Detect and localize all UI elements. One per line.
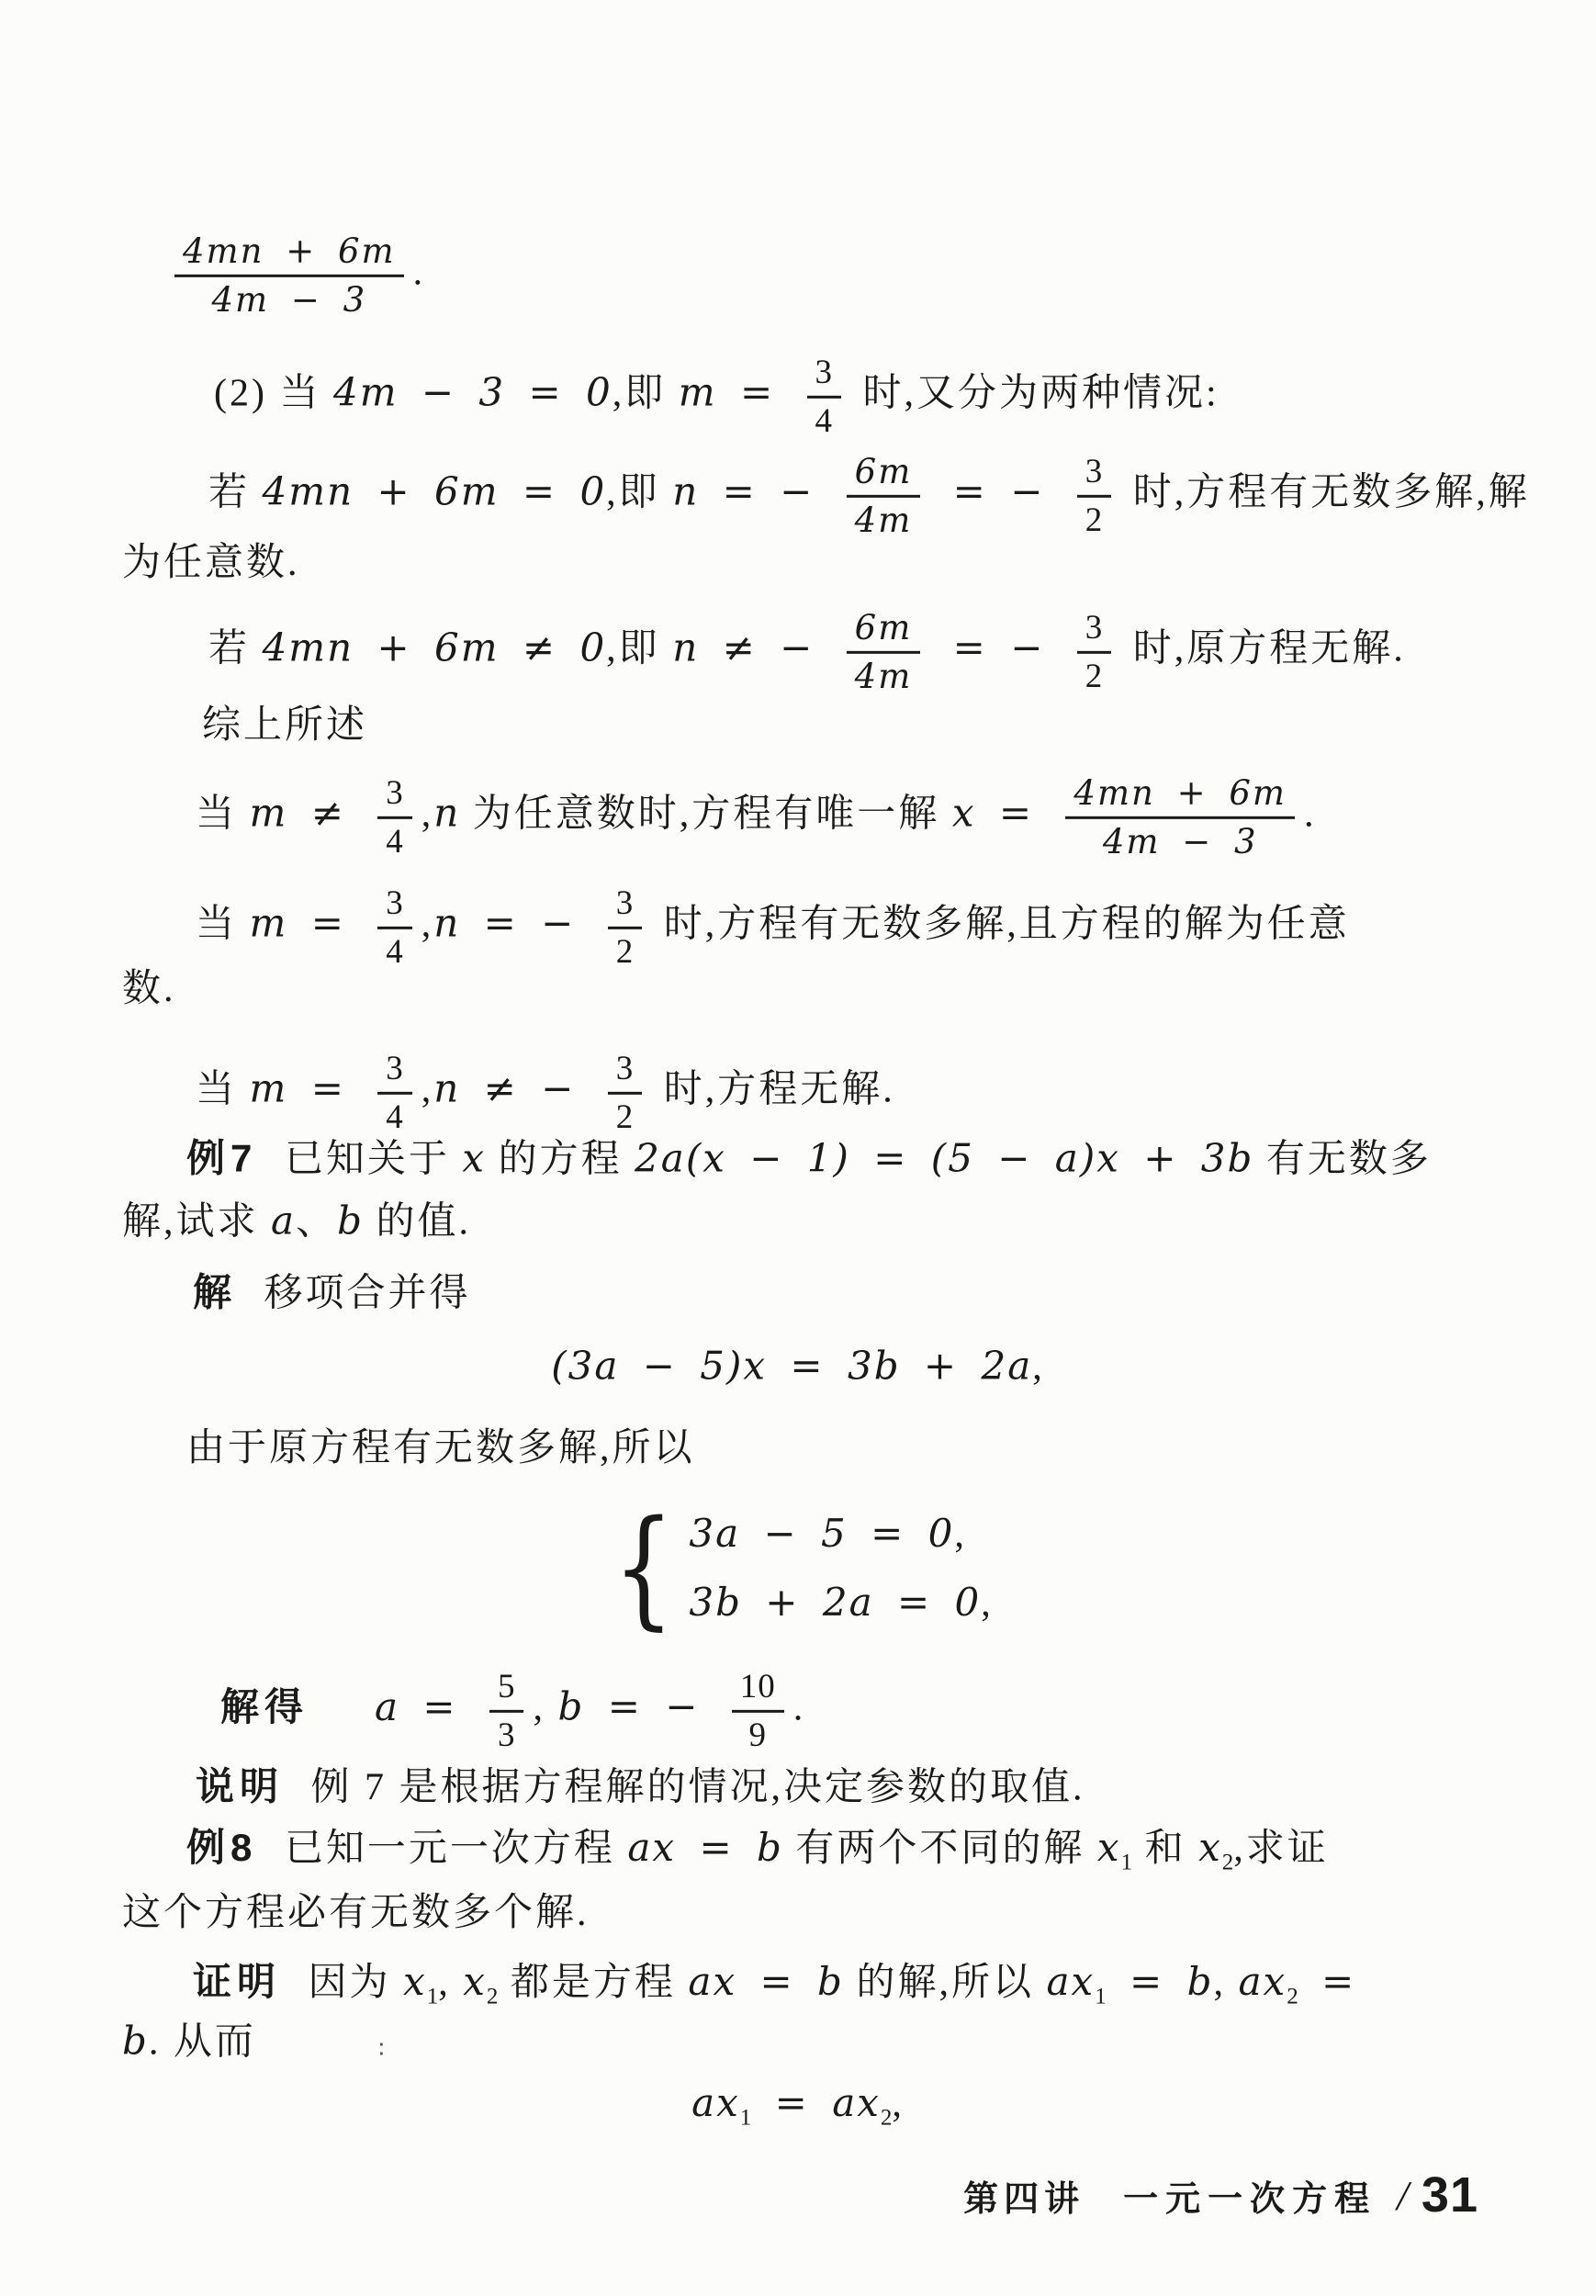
denominator: 2 (608, 927, 643, 973)
text-run: 、 (296, 1200, 338, 1244)
denominator: 2 (1077, 651, 1112, 697)
text-run: , (533, 1686, 558, 1729)
para-proof-cont (122, 2017, 256, 2066)
equation-system (0, 1493, 1596, 1643)
math-run: x (462, 1135, 487, 1181)
math-run: 2a(x − 1) = (5 − a)x + 3b (635, 1135, 1254, 1181)
math-run: m = (678, 369, 798, 415)
denominator: 3 (489, 1710, 524, 1756)
solution-label: 解 (193, 1270, 238, 1314)
para-if-zero (208, 452, 1530, 540)
text-run: 因为 (296, 1962, 404, 2005)
text-run: 都是方程 (498, 1962, 689, 2005)
math-run: 3b + 2a = 0 (689, 1580, 982, 1625)
para-example8-cont (122, 1889, 590, 1938)
text-run: 的值. (363, 1200, 471, 1244)
math-run: ax = b (627, 1825, 783, 1871)
text-run: 数. (122, 967, 176, 1010)
numerator: 3 (615, 884, 635, 922)
math-run: 4m − 3 = 0 (332, 369, 613, 415)
system-rows (689, 1510, 993, 1628)
footer-separator: / (1397, 2171, 1409, 2219)
numerator: 4mn + 6m (1073, 772, 1287, 813)
text-run: 的方程 (486, 1138, 635, 1181)
text-run: 解,试求 (122, 1200, 272, 1244)
text-run: 有两个不同的解 (782, 1828, 1097, 1871)
para-if-nonzero (208, 608, 1406, 696)
numerator: 10 (739, 1667, 776, 1705)
para-note7 (196, 1762, 1085, 1812)
text-run: 时,方程有无数多解,解 (1120, 471, 1530, 514)
numerator: 3 (386, 884, 404, 922)
para-if-zero-cont (122, 539, 300, 588)
text-run: 时,又分为两种情况: (850, 372, 1219, 415)
math-run: n = − (672, 468, 837, 514)
subscript: 2 (486, 1984, 499, 2009)
fraction (377, 773, 412, 861)
text-run: 时,原方程无解. (1120, 627, 1406, 670)
text-run: 综上所述 (202, 703, 368, 747)
para-case-infinite-cont (122, 965, 176, 1014)
math-run: b (122, 2018, 149, 2064)
math-run: = − (929, 468, 1068, 514)
para-case2 (214, 353, 1219, 441)
fraction (377, 1049, 412, 1137)
punctuation: . (412, 251, 426, 294)
text-run: , (1213, 1962, 1239, 2005)
solved-label: 解得 (220, 1684, 309, 1728)
text-run: 为任意数. (122, 541, 300, 584)
text-run: 若 (208, 471, 263, 514)
equation-combined (0, 1342, 1596, 1391)
text-run: 已知关于 (272, 1138, 463, 1181)
numerator: 6m (854, 607, 913, 647)
text-run: 和 (1132, 1828, 1199, 1871)
math-run: ax (1046, 1959, 1096, 2005)
equation-top-fraction (165, 231, 425, 320)
left-brace: { (613, 1493, 677, 1643)
math-run: = b (1106, 1959, 1214, 2005)
text-run: , (421, 1068, 434, 1111)
para-summary-lead (202, 702, 367, 750)
text-run: 由于原方程有无数多解,所以 (186, 1426, 695, 1469)
text-run: , (438, 1962, 464, 2005)
math-run: 4mn + 6m ≠ 0 (262, 625, 607, 670)
math-run: x (403, 1959, 427, 2005)
denominator: 4 (807, 396, 842, 442)
denominator: 4m (847, 651, 921, 697)
fraction (608, 884, 643, 972)
math-run: x (1096, 1825, 1121, 1871)
text-run: . (1304, 793, 1317, 836)
numerator: 3 (386, 1049, 404, 1087)
punctuation: . (792, 1686, 806, 1729)
math-run: m ≠ (249, 790, 369, 836)
text-run: 时,方程有无数多解,且方程的解为任意 (651, 903, 1350, 946)
subscript: 1 (426, 1984, 439, 2009)
para-example7-cont (122, 1197, 471, 1246)
subscript: 2 (1287, 1984, 1298, 2009)
para-case-none (196, 1049, 895, 1137)
math-run: x = (951, 790, 1057, 836)
denominator: 2 (1077, 495, 1112, 541)
denominator: 4 (377, 816, 412, 862)
math-run: n ≠ − (672, 625, 837, 670)
math-run: m = (249, 900, 369, 946)
example7-label: 例7 (186, 1136, 258, 1180)
denominator: 9 (732, 1710, 784, 1756)
para-case-infinite (196, 884, 1350, 972)
fraction (174, 231, 404, 320)
math-run: 3a − 5 = 0 (689, 1510, 955, 1556)
text-run: 当 (196, 1068, 250, 1111)
text-run: 例 7 是根据方程解的情况,决定参数的取值. (298, 1766, 1085, 1809)
note-label: 说明 (196, 1764, 285, 1808)
para-example7 (186, 1134, 1432, 1184)
text-run: 移项合并得 (252, 1272, 471, 1315)
math-run: ax = b (688, 1959, 844, 2005)
denominator: 4 (377, 927, 412, 973)
page-footer (963, 2167, 1478, 2223)
punctuation: , (954, 1513, 967, 1556)
subscript: 2 (880, 2105, 893, 2131)
system-row (689, 1510, 967, 1559)
text-run: , (421, 903, 434, 946)
numerator: 5 (497, 1667, 516, 1705)
fraction (847, 452, 921, 540)
math-run: ax (1238, 1959, 1287, 2005)
text-run: (2) 当 (214, 372, 333, 415)
footer-chapter: 第四讲 (963, 2179, 1085, 2219)
fraction (1065, 773, 1295, 861)
fraction (377, 884, 412, 972)
subscript: 2 (1221, 1850, 1234, 1875)
math-run: = − (929, 625, 1068, 670)
para-case-unique (196, 773, 1317, 861)
text-run: 的解,所以 (843, 1962, 1047, 2005)
proof-label: 证明 (193, 1960, 282, 2004)
text-run: 有无数多 (1253, 1138, 1432, 1181)
para-proof (193, 1958, 1355, 2011)
text-run: 这个方程必有无数多个解. (122, 1891, 590, 1934)
subscript: 1 (1095, 1984, 1107, 2009)
fraction (1077, 452, 1112, 540)
fraction (807, 353, 842, 441)
text-run: 已知一元一次方程 (272, 1828, 628, 1871)
text-run: ,即 (612, 372, 679, 415)
math-run: n (433, 790, 461, 836)
scan-artifact: ∶ (378, 2036, 385, 2063)
math-run: n = − (433, 900, 599, 946)
denominator: 2 (608, 1092, 643, 1138)
math-run: x (1198, 1825, 1222, 1871)
text-run: 当 (196, 793, 250, 836)
denominator: 4m − 3 (1065, 816, 1295, 862)
example8-label: 例8 (186, 1826, 258, 1870)
footer-section-title: 一元一次方程 (1123, 2179, 1377, 2219)
text-run: ,求证 (1233, 1828, 1329, 1871)
system-row (689, 1579, 993, 1628)
fraction (1077, 608, 1112, 696)
para-solved (220, 1667, 805, 1755)
subscript: 1 (1120, 1850, 1133, 1875)
math-run: ax (691, 2080, 740, 2126)
math-run: x (463, 1959, 487, 2005)
denominator: 4 (377, 1092, 412, 1138)
denominator: 4m (847, 495, 921, 541)
numerator: 3 (1085, 452, 1104, 490)
punctuation: , (892, 2083, 905, 2126)
numerator: 6m (854, 451, 913, 491)
fraction (608, 1049, 643, 1137)
math-run: m = (249, 1065, 369, 1111)
para-example8 (186, 1824, 1329, 1877)
fraction (732, 1667, 784, 1755)
numerator: 3 (1085, 608, 1104, 647)
para-since (186, 1424, 695, 1473)
math-run: a (271, 1198, 297, 1244)
text-run: , (421, 793, 434, 836)
text-run: 当 (196, 903, 250, 946)
punctuation: , (981, 1582, 994, 1625)
math-run: b (337, 1198, 364, 1244)
numerator: 4mn + 6m (183, 231, 396, 271)
equation-final (0, 2079, 1596, 2133)
denominator: 4m − 3 (174, 275, 404, 321)
text-run: 为任意数时,方程有唯一解 (460, 793, 952, 836)
math-run: = ax (751, 2080, 881, 2126)
footer-page-number: 31 (1421, 2167, 1478, 2223)
subscript: 1 (739, 2105, 752, 2131)
text-run: 时,方程无解. (651, 1068, 895, 1111)
math-run: (3a − 5)x = 3b + 2a (551, 1343, 1033, 1389)
math-run: 4mn + 6m = 0 (262, 468, 607, 514)
numerator: 3 (386, 773, 404, 812)
numerator: 3 (815, 353, 833, 391)
text-run: ,即 (606, 627, 673, 670)
math-run: n ≠ − (433, 1065, 599, 1111)
numerator: 3 (615, 1049, 635, 1087)
math-run: b = − (557, 1683, 723, 1729)
math-run: = (1298, 1959, 1356, 2005)
text-run: . 从而 (148, 2020, 256, 2064)
text-run: 若 (208, 627, 263, 670)
text-run: ,即 (606, 471, 673, 514)
math-run: a = (375, 1683, 480, 1729)
fraction (489, 1667, 524, 1755)
punctuation: , (1032, 1345, 1045, 1389)
fraction (847, 608, 921, 696)
para-solution7 (193, 1268, 471, 1318)
